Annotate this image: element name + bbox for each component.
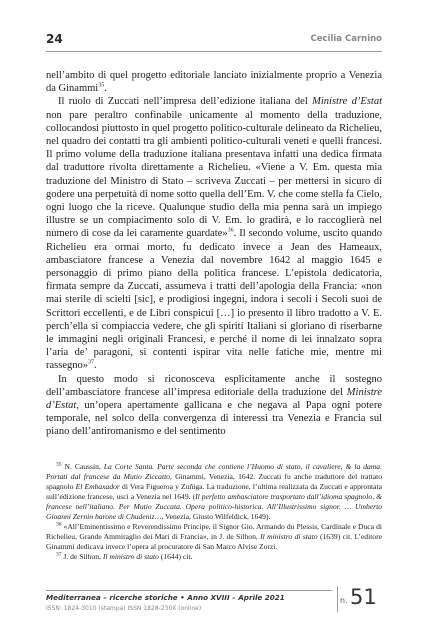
- footnote-ref-36[interactable]: 36: [227, 227, 234, 234]
- work-title: Ministre d’Estat: [312, 96, 382, 108]
- paragraph-1: nell’ambito di quel progetto editoriale lanciato inizialmente proprio a Venezia da Ginammi$^{35}$.: [46, 70, 382, 95]
- footnote-36: $^{36}$ «All’Eminentissimo e Reverendissimo Principe, il Signor Gio. Armando du Plessis, Cardinale e Duca di Richelieu, Grande Ammiraglio dei Mari di Francia», in J. de Silhon, Il ministro di stato (1639) cit. L’editore Ginammi dedicava invece l’opera al procuratore di San Marco Alvise Zorzi.: [46, 521, 382, 551]
- journal-title: Mediterranea – ricerche storiche • Anno XVIII – Aprile 2021: [46, 593, 285, 602]
- header-divider: [46, 51, 382, 52]
- page-number: 24: [46, 32, 63, 46]
- footnote-ref-35[interactable]: 35: [98, 82, 105, 89]
- paragraph-2: Il ruolo di Zuccati nell’impresa dell’edizione italiana del Ministre d’Estat non pare peraltro confinabile unicamente al momento della traduzione, collocandosi piuttosto in quel progetto politico-culturale delineato da Richelieu, nel quadro dei contatti tra gli ambienti politico-culturali veneti e quelli francesi. Il primo volume della traduzione italiana presentava infatti una dedica firmata dal traduttore rivolta direttamente a Richelieu. «Viene a V. Em. questa mia traduzione del Ministro di Stato – scriveva Zuccati – per mettersi in sicuro di godere una perpetuità di nome sotto quella dell’Em. V. che come stella fa Cielo, ogni luogo che la riceve. Qualunque studio della mia penna sarà un impiego illustre se un compiacimento solo di V. Em. lo gradirà, e lo raccoglierà nel numero di cose da lei caramente guardate»$^{36}$. Il secondo volume, uscito quando Richelieu era ormai morto, fu dedicato invece a Jean des Hameaux, ambasciatore francese a Venezia dal novembre 1642 al maggio 1645 e personaggio di primo piano della politica francese. L’epistola dedicatoria, firmata sempre da Zuccati, assumeva i tratti dell’apologia della Francia: «non mai sterile di scielti [sic], e prodigiosi ingegni, indora i secoli i Secoli suoi de Scrittori eccellenti, e de Libri conspicui […] io presento il libro tradotto a V. E. perch’ella si compiaccia vedere, che gli spiriti Italiani si gloriano di riserbarne le immagini negli originali Francesi, e perché il nome di lei innalzato sopra l’aria de’ paragoni, si contenti ispirar vita nelle fatiche mie, mentre mi rassegno»$^{37}$.: [46, 96, 382, 372]
- issue-label: n.: [340, 596, 348, 605]
- issn-line: ISSN: 1824-3010 (stampa) ISSN 1828-230X (online): [46, 605, 202, 612]
- work-title: Ministre d’Estat: [46, 386, 382, 412]
- paragraph-3: In questo modo si riconosceva esplicitamente anche il sostegno dell’ambasciatore francese all’impresa editoriale della traduzione del Ministre d’Estat, un’opera apertamente gallicana e che negava al Papa ogni potere temporale, nel solco della convergenza di interessi tra Venezia e Francia sul piano dell’antiromanismo e del sentimento: [46, 373, 382, 438]
- footer-divider: [46, 590, 332, 591]
- footnote-37: $^{37}$ J. de Silhon, Il ministro di stato (1644) cit.: [56, 551, 193, 561]
- main-text: [46, 69, 382, 439]
- issue-number: 51: [350, 585, 377, 609]
- running-head-author: Cecilia Carnino: [310, 34, 382, 44]
- footer-vertical-divider: [337, 586, 338, 612]
- footnotes: [46, 462, 382, 562]
- footnote-ref-37[interactable]: 37: [88, 359, 94, 366]
- footnote-35: $^{35}$ N. Caussin, La Corte Santa. Parte seconda che contiene l’Huomo di stato, il cavaliere, & la dama. Portati dal francese da Mutio Ziccatto, Ginammi, Venezia, 1642. Zuccati fu anche traduttore del trattato spagnolo El Embaxador di Vera Figueroa y Zuñiga. La traduzione, l’ultima realizzata da Zuccati e approntata sull’edizione francese, uscì a Venezia nel 1649. (Il perfetto ambasciatore trasportato dall’idioma spagnolo, & francese nell’italiano. Per Mutio Zuccata. Opera politico-historica. All’Illustrissimo signor. … Umberto Gioanni Zernin barone di Chudeniz…, Venezia, Giusto Wilfeldick, 1649).: [46, 461, 382, 521]
